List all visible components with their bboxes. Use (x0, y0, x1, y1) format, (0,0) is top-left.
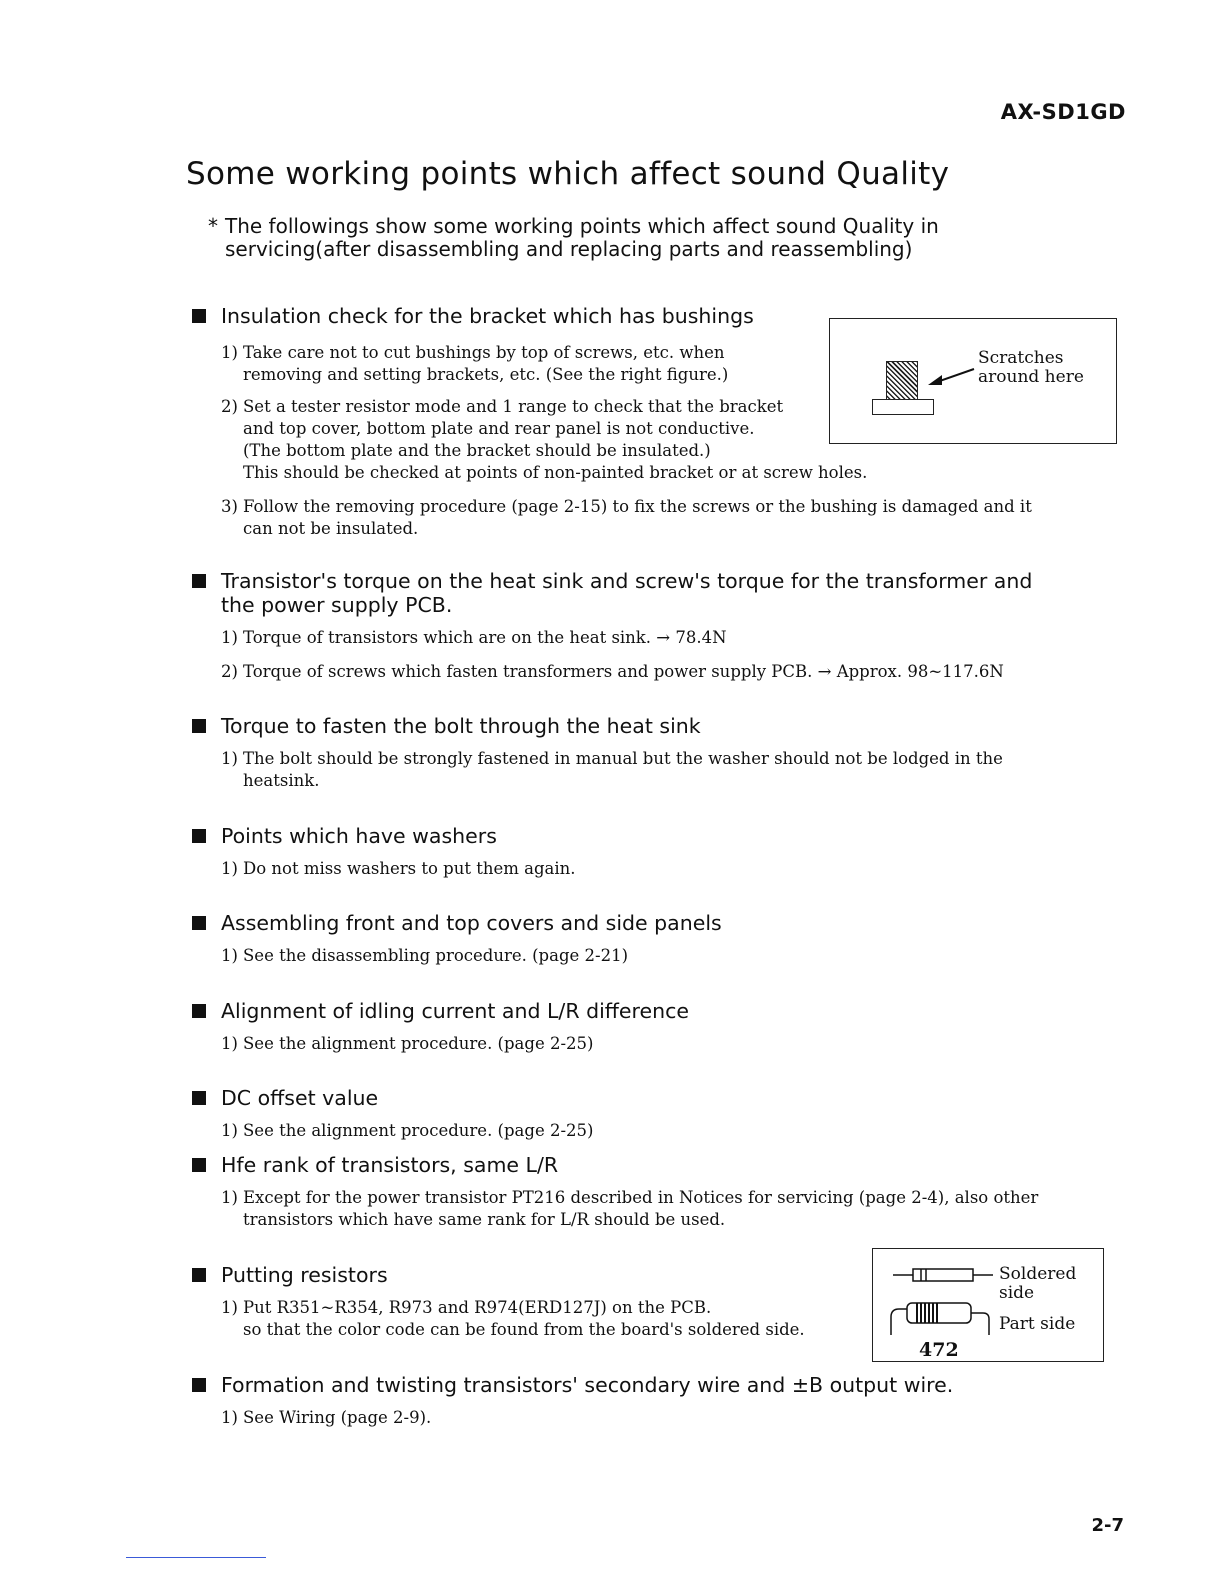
list-item: 1) See the alignment procedure. (page 2-25) (221, 1121, 594, 1140)
section-idling-alignment (192, 999, 1112, 1055)
list-item: 1) See the alignment procedure. (page 2-25) (221, 1034, 594, 1053)
arrow-icon (926, 367, 976, 387)
section-hfe-rank (192, 1153, 1112, 1231)
section-heading: DC offset value (192, 1086, 1112, 1110)
bullet-icon (192, 309, 206, 323)
bullet-icon (192, 719, 206, 733)
list-item: 2) Set a tester resistor mode and 1 range to check that the bracket and top cover, bottom plate and rear panel is not conductive. (The bottom plate and the bracket should be insulated.) This should be checked at points of non-painted bracket or at screw holes. (221, 397, 868, 482)
section-washers (192, 824, 1112, 880)
asterisk: * (208, 214, 218, 238)
section-heading: Formation and twisting transistors' secondary wire and ±B output wire. (192, 1373, 1112, 1397)
bullet-icon (192, 1268, 206, 1282)
bullet-icon (192, 1004, 206, 1018)
section-heading: Putting resistors (192, 1263, 1112, 1287)
section-dc-offset (192, 1086, 1112, 1142)
part-side-label: Part side (999, 1314, 1076, 1334)
intro-note (208, 215, 1068, 261)
bullet-icon (192, 1158, 206, 1172)
resistor-bottom-icon (887, 1301, 997, 1335)
section-heading: Insulation check for the bracket which has bushings (192, 304, 1112, 328)
list-item: 1) Torque of transistors which are on the heat sink. → 78.4N (221, 628, 727, 647)
bushing-hatch-icon (886, 361, 918, 401)
page-number: 2-7 (1091, 1515, 1124, 1536)
section-heading: Alignment of idling current and L/R difference (192, 999, 1112, 1023)
section-heading: Points which have washers (192, 824, 1112, 848)
figure-label: Scratches around here (978, 348, 1084, 387)
list-item: 1) See the disassembling procedure. (page 2-21) (221, 946, 629, 965)
intro-line: The followings show some working points which affect sound Quality in (225, 214, 939, 238)
model-number: AX-SD1GD (1000, 100, 1126, 124)
footer-divider (126, 1557, 266, 1558)
resistor-figure (872, 1248, 1104, 1362)
section-heading: Transistor's torque on the heat sink and screw's torque for the transformer and the power supply PCB. (192, 569, 1112, 617)
list-item: 1) Except for the power transistor PT216 described in Notices for servicing (page 2-4), also other transistors which have same rank for L/R should be used. (221, 1188, 1039, 1229)
section-heading: Hfe rank of transistors, same L/R (192, 1153, 1112, 1177)
resistor-top-icon (893, 1267, 993, 1283)
section-heading: Assembling front and top covers and side panels (192, 911, 1112, 935)
page-title: Some working points which affect sound Quality (186, 156, 950, 192)
soldered-side-label: Soldered side (999, 1264, 1077, 1303)
list-item: 3) Follow the removing procedure (page 2-15) to fix the screws or the bushing is damaged and it can not be insulated. (221, 497, 1032, 538)
section-assembling-covers (192, 911, 1112, 967)
section-heading: Torque to fasten the bolt through the heat sink (192, 714, 1112, 738)
resistor-code: 472 (919, 1339, 959, 1361)
list-item: 1) The bolt should be strongly fastened in manual but the washer should not be lodged in the heatsink. (221, 749, 1003, 790)
bullet-icon (192, 829, 206, 843)
section-transistor-torque (192, 569, 1112, 683)
bushing-figure (829, 318, 1117, 444)
section-wire-formation (192, 1373, 1112, 1429)
bullet-icon (192, 574, 206, 588)
list-item: 1) Take care not to cut bushings by top of screws, etc. when removing and setting brackets, etc. (See the right figure.) (221, 343, 729, 384)
list-item: 1) See Wiring (page 2-9). (221, 1408, 432, 1427)
bullet-icon (192, 916, 206, 930)
bullet-icon (192, 1378, 206, 1392)
bracket-base-icon (872, 399, 934, 415)
list-item: 1) Do not miss washers to put them again. (221, 859, 576, 878)
list-item: 1) Put R351~R354, R973 and R974(ERD127J) on the PCB. so that the color code can be found from the board's soldered side. (221, 1298, 805, 1339)
list-item: 2) Torque of screws which fasten transformers and power supply PCB. → Approx. 98~117.6N (221, 662, 1004, 681)
bullet-icon (192, 1091, 206, 1105)
section-bolt-torque (192, 714, 1112, 792)
intro-line: servicing(after disassembling and replacing parts and reassembling) (225, 237, 913, 261)
